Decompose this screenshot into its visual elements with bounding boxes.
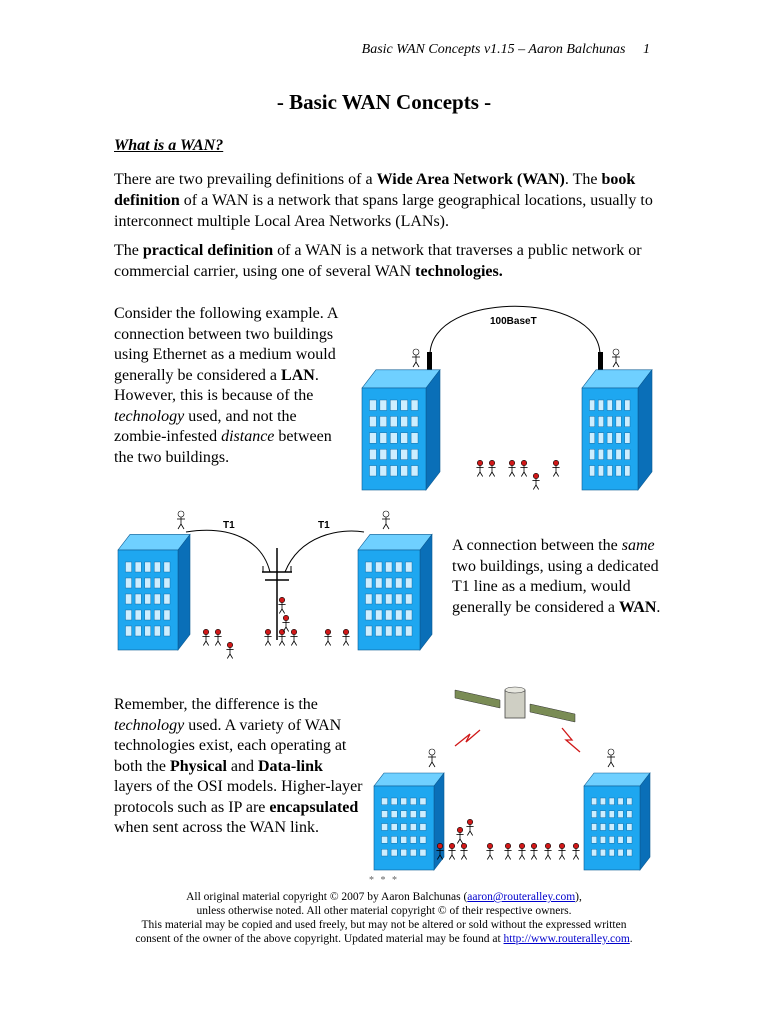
building-left: [362, 370, 440, 490]
person-icon: [412, 349, 420, 367]
zombie-group: [436, 819, 579, 859]
t1-line-right: [285, 531, 364, 572]
italic-term: distance: [221, 428, 275, 445]
website-link[interactable]: http://www.routeralley.com: [503, 933, 630, 945]
text: ),: [575, 891, 582, 903]
text: used, and not the zombie-infested: [114, 407, 297, 445]
bold-term: Wide Area Network (WAN): [376, 171, 565, 188]
antenna-right: [598, 352, 603, 372]
text: when sent across the WAN link.: [114, 819, 319, 836]
bold-term: technologies.: [415, 263, 503, 280]
italic-term: technology: [114, 407, 185, 425]
bold-term: encapsulated: [269, 798, 359, 816]
building-left: [118, 534, 190, 650]
bold-term: WAN: [619, 598, 657, 616]
building-right: [582, 370, 652, 490]
text: Consider the following example. A connection between two buildings using Ethernet as a medium would generally be considered a: [114, 305, 338, 384]
person-icon: [177, 511, 185, 529]
example-technology-text: [114, 695, 364, 839]
person-icon: [612, 349, 620, 367]
wireless-signal-icon: [562, 728, 580, 752]
text: between the two buildings.: [114, 428, 332, 466]
t1-line-left: [186, 530, 270, 572]
text: consent of the owner of the above copyright. Updated material may be found at: [135, 933, 504, 945]
person-icon: [382, 511, 390, 529]
running-title: Basic WAN Concepts v1.15 – Aaron Balchunas: [361, 42, 626, 57]
text: A connection between the: [452, 537, 622, 554]
ethernet-cable: [430, 306, 600, 355]
paragraph-practical: [114, 240, 674, 282]
footer-separator: * * *: [369, 875, 399, 886]
paragraph-definitions: [114, 169, 674, 232]
page-title: - Basic WAN Concepts -: [276, 90, 492, 114]
text: Remember, the difference is the: [114, 696, 318, 713]
email-link[interactable]: aaron@routeralley.com: [467, 891, 576, 903]
text: unless otherwise noted. All other material copyright © of their respective owners.: [196, 905, 572, 917]
text: and: [226, 757, 258, 775]
text: .: [656, 598, 661, 616]
text: of a WAN is a network that traverses a public network or commercial carrier, using one of several WAN: [114, 242, 642, 280]
text: layers of the OSI models. Higher-layer protocols such as IP are: [114, 778, 363, 816]
t1-label-right: T1: [318, 520, 330, 531]
person-icon: [607, 749, 615, 767]
text: All original material copyright © 2007 by Aaron Balchunas (: [186, 891, 468, 903]
italic-term: technology: [114, 716, 185, 734]
example-wan-text: [452, 536, 662, 618]
italic-term: same: [621, 537, 655, 554]
satellite-icon: [455, 687, 575, 722]
building-right: [584, 773, 650, 870]
telephone-pole-icon: [262, 548, 292, 640]
example-lan-text: [114, 304, 350, 468]
person-icon: [428, 749, 436, 767]
zombie-group: [202, 597, 349, 658]
text: . The: [564, 171, 602, 188]
link-label-100baset: 100BaseT: [490, 316, 537, 327]
antenna-left: [427, 352, 432, 372]
bold-term: practical definition: [142, 242, 274, 259]
text: used. A variety of WAN technologies exist, each operating at both the: [114, 716, 347, 775]
section-heading: What is a WAN?: [114, 137, 224, 154]
page-number: 1: [643, 42, 650, 57]
building-left: [374, 773, 444, 870]
bold-term: LAN: [281, 366, 315, 384]
text: The: [114, 242, 143, 259]
wireless-signal-icon: [455, 730, 480, 746]
bold-term: Physical: [170, 757, 227, 775]
copyright-footer: [0, 890, 768, 946]
text: There are two prevailing definitions of a: [114, 171, 377, 188]
bold-term: book definition: [114, 171, 636, 209]
zombie-group: [476, 460, 559, 489]
bold-term: Data-link: [258, 757, 323, 775]
text: . However, this is because of the: [114, 366, 319, 404]
t1-label-left: T1: [223, 520, 235, 531]
text: .: [629, 933, 633, 945]
text: two buildings, using a dedicated T1 line as a medium, would generally be considered a: [452, 557, 659, 616]
text: This material may be copied and used freely, but may not be altered or sold without the expressed written: [141, 919, 627, 931]
text: of a WAN is a network that spans large geographical locations, usually to interconnect multiple Local Area Networks (LANs).: [114, 192, 653, 230]
running-header: [362, 42, 650, 58]
building-right: [358, 534, 432, 650]
